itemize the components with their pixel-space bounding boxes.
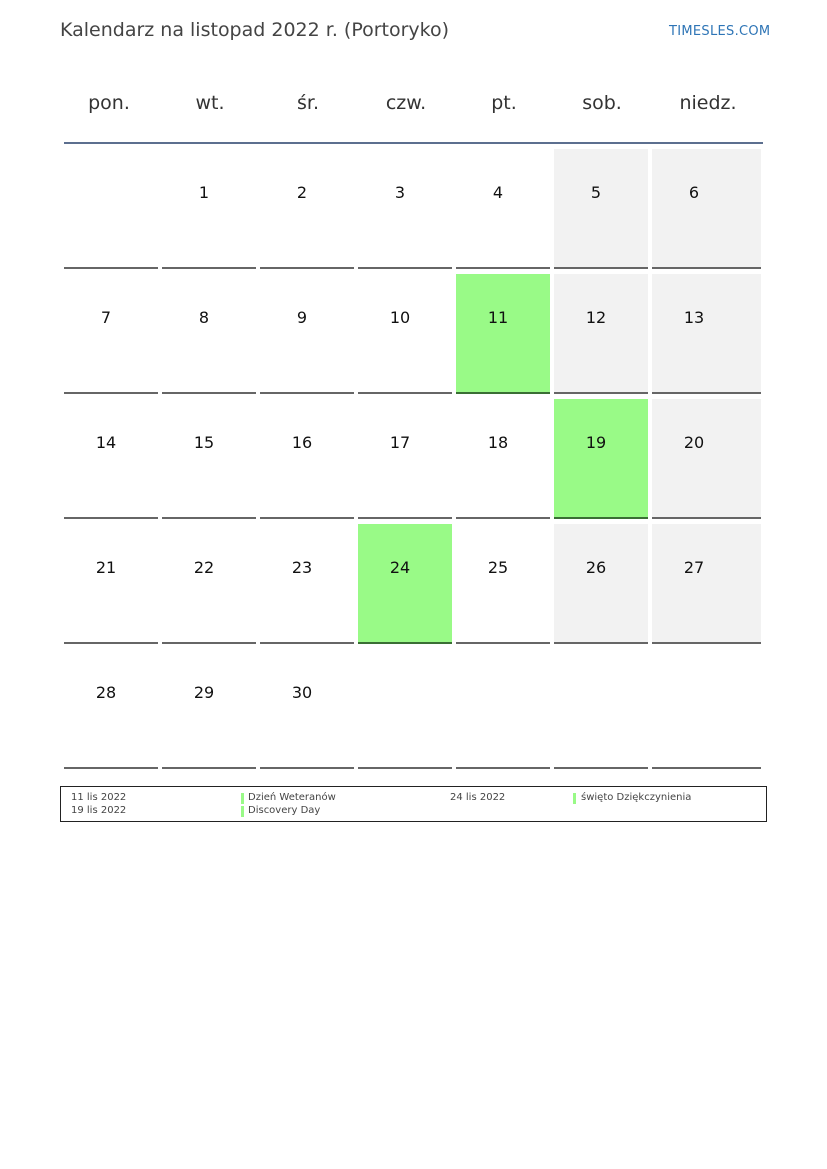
weekday-fri: pt.: [491, 92, 517, 114]
day-cell-thu[interactable]: [358, 524, 452, 644]
day-number: 9: [296, 308, 308, 327]
site-link[interactable]: TIMESLES.COM: [669, 24, 771, 39]
day-cell-thu[interactable]: [358, 149, 452, 269]
day-number: 18: [487, 433, 509, 452]
empty-day-cell: [64, 149, 158, 269]
day-cell-mon[interactable]: [64, 399, 158, 519]
day-number: 25: [487, 558, 509, 577]
day-cell-thu[interactable]: [358, 399, 452, 519]
day-cell-tue[interactable]: [162, 274, 256, 394]
day-number: 13: [683, 308, 705, 327]
day-cell-fri[interactable]: [456, 524, 550, 644]
day-cell-wed[interactable]: [260, 399, 354, 519]
day-cell-mon[interactable]: [64, 274, 158, 394]
legend-date: 24 lis 2022: [450, 792, 506, 803]
day-number: 27: [683, 558, 705, 577]
day-cell-sun[interactable]: [652, 399, 761, 519]
day-number: 24: [389, 558, 411, 577]
day-cell-sun[interactable]: [652, 149, 761, 269]
day-number: 2: [296, 183, 308, 202]
day-cell-sat[interactable]: [554, 524, 648, 644]
day-cell-mon[interactable]: [64, 649, 158, 769]
day-number: 3: [394, 183, 406, 202]
day-cell-fri[interactable]: [456, 149, 550, 269]
day-cell-thu[interactable]: [358, 274, 452, 394]
day-number: 14: [95, 433, 117, 452]
day-cell-tue[interactable]: [162, 649, 256, 769]
day-number: 26: [585, 558, 607, 577]
legend-holiday-name: Dzień Weteranów: [248, 792, 336, 803]
day-number: 7: [100, 308, 112, 327]
day-number: 15: [193, 433, 215, 452]
day-number: 29: [193, 683, 215, 702]
day-cell-sun[interactable]: [652, 524, 761, 644]
empty-day-cell: [652, 649, 761, 769]
day-cell-tue[interactable]: [162, 149, 256, 269]
day-number: 4: [492, 183, 504, 202]
day-cell-sat[interactable]: [554, 149, 648, 269]
legend-date: 11 lis 2022: [71, 792, 127, 803]
page-title: Kalendarz na listopad 2022 r. (Portoryko): [60, 19, 450, 41]
day-number: 10: [389, 308, 411, 327]
day-cell-fri[interactable]: [456, 274, 550, 394]
day-number: 21: [95, 558, 117, 577]
day-number: 23: [291, 558, 313, 577]
day-cell-sat[interactable]: [554, 399, 648, 519]
day-number: 22: [193, 558, 215, 577]
day-cell-wed[interactable]: [260, 149, 354, 269]
empty-day-cell: [358, 649, 452, 769]
weekday-mon: pon.: [88, 92, 130, 114]
day-cell-wed[interactable]: [260, 524, 354, 644]
weekday-sat: sob.: [582, 92, 622, 114]
day-cell-fri[interactable]: [456, 399, 550, 519]
empty-day-cell: [554, 649, 648, 769]
day-cell-mon[interactable]: [64, 524, 158, 644]
day-cell-sun[interactable]: [652, 274, 761, 394]
day-cell-tue[interactable]: [162, 524, 256, 644]
empty-day-cell: [456, 649, 550, 769]
day-number: 1: [198, 183, 210, 202]
legend-date: 19 lis 2022: [71, 805, 127, 816]
weekday-sun: niedz.: [679, 92, 737, 114]
day-cell-sat[interactable]: [554, 274, 648, 394]
weekday-wed: śr.: [296, 92, 319, 114]
weekday-tue: wt.: [195, 92, 225, 114]
day-number: 17: [389, 433, 411, 452]
day-cell-wed[interactable]: [260, 274, 354, 394]
day-cell-wed[interactable]: [260, 649, 354, 769]
legend-color-marker: [241, 793, 244, 804]
legend-holiday-name: Discovery Day: [248, 805, 321, 816]
day-number: 19: [585, 433, 607, 452]
legend-color-marker: [573, 793, 576, 804]
day-number: 8: [198, 308, 210, 327]
holiday-legend: [60, 786, 767, 822]
day-number: 16: [291, 433, 313, 452]
day-number: 5: [590, 183, 602, 202]
day-cell-tue[interactable]: [162, 399, 256, 519]
weekday-thu: czw.: [385, 92, 427, 114]
day-number: 12: [585, 308, 607, 327]
day-number: 11: [487, 308, 509, 327]
day-number: 30: [291, 683, 313, 702]
day-number: 28: [95, 683, 117, 702]
legend-holiday-name: święto Dziękczynienia: [581, 792, 692, 803]
day-number: 6: [688, 183, 700, 202]
day-number: 20: [683, 433, 705, 452]
legend-color-marker: [241, 806, 244, 817]
